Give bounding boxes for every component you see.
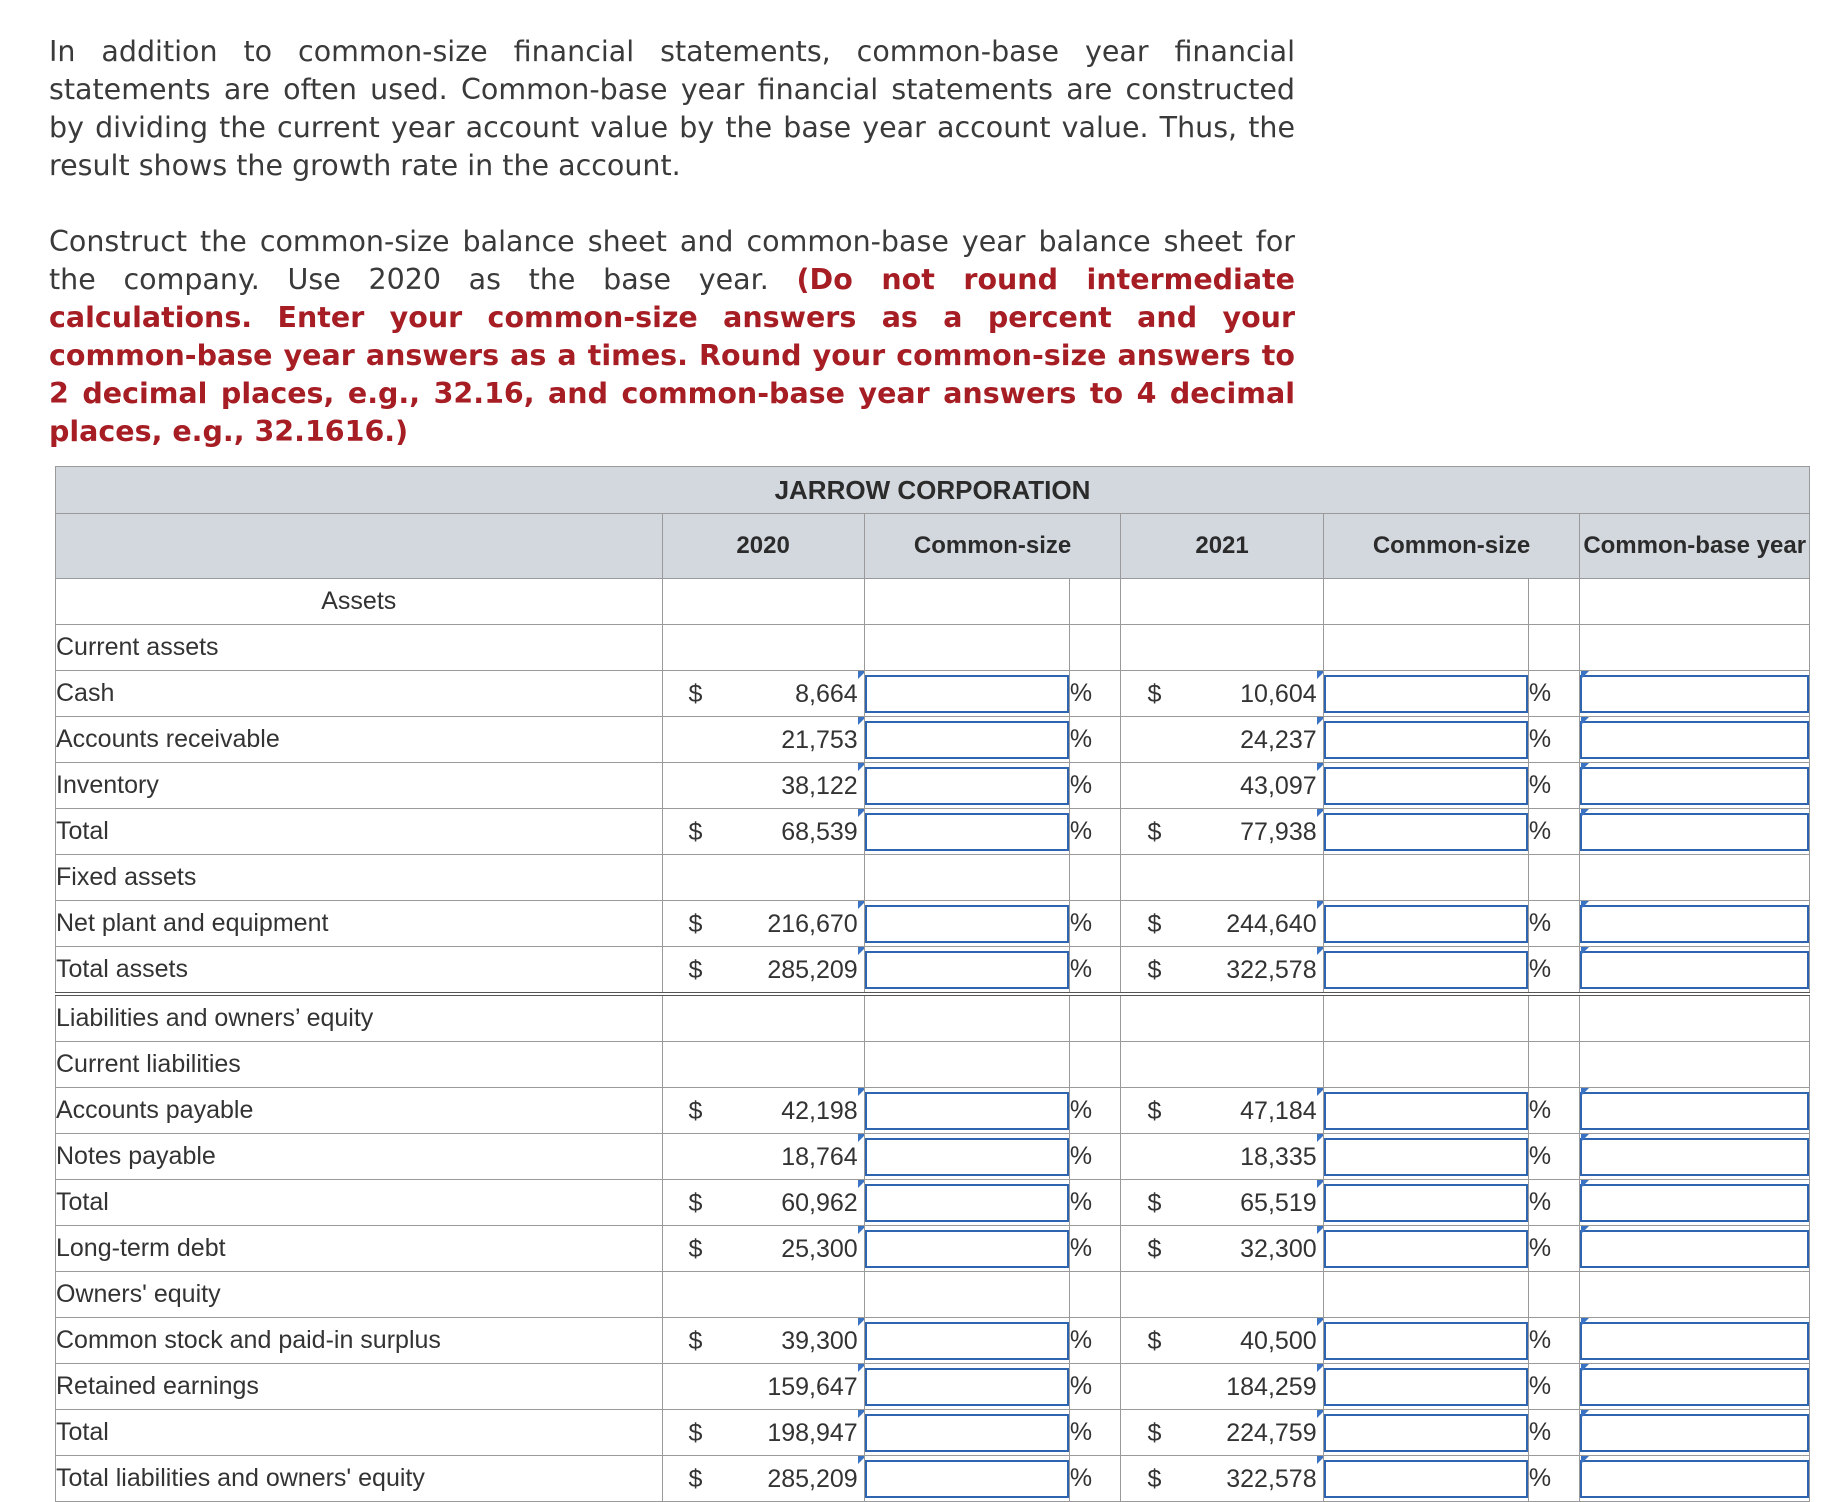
- value-2021: $ 65,519: [1121, 1180, 1323, 1226]
- task-paragraph: [49, 223, 1295, 451]
- common-size-2021-input[interactable]: [1324, 1138, 1528, 1176]
- percent-sign: %: [1069, 1134, 1121, 1180]
- header-2020: 2020: [662, 514, 864, 579]
- value-2020: $ 285,209: [662, 1456, 864, 1502]
- row-label: Total: [56, 1410, 663, 1456]
- value-2020: $ 8,664: [662, 671, 864, 717]
- header-common-size-2020: Common-size: [864, 514, 1121, 579]
- value-2020: 18,764: [662, 1134, 864, 1180]
- value-2020: $ 198,947: [662, 1410, 864, 1456]
- common-size-2020-input[interactable]: [865, 1368, 1069, 1406]
- value-2021: $ 244,640: [1121, 901, 1323, 947]
- common-size-2020-input[interactable]: [865, 767, 1069, 805]
- table-row: [56, 1364, 1810, 1410]
- row-label: Total liabilities and owners' equity: [56, 1456, 663, 1502]
- common-size-2021-input[interactable]: [1324, 1322, 1528, 1360]
- common-size-2021-input[interactable]: [1324, 951, 1528, 989]
- percent-sign: %: [1528, 763, 1580, 809]
- section-row: [56, 1272, 1810, 1318]
- common-size-2020-input[interactable]: [865, 1322, 1069, 1360]
- percent-sign: %: [1069, 1088, 1121, 1134]
- value-2020: 21,753: [662, 717, 864, 763]
- row-label: Accounts receivable: [56, 717, 663, 763]
- value-2020: $ 42,198: [662, 1088, 864, 1134]
- common-base-year-input[interactable]: [1580, 767, 1809, 805]
- value-2020: $ 285,209: [662, 947, 864, 995]
- value-2020: $ 39,300: [662, 1318, 864, 1364]
- common-size-2021-input[interactable]: [1324, 1460, 1528, 1498]
- common-size-2021-input[interactable]: [1324, 675, 1528, 713]
- value-2021: 18,335: [1121, 1134, 1323, 1180]
- table-row: [56, 717, 1810, 763]
- percent-sign: %: [1528, 1456, 1580, 1502]
- percent-sign: %: [1528, 1318, 1580, 1364]
- value-2021: $ 77,938: [1121, 809, 1323, 855]
- row-label: Total: [56, 809, 663, 855]
- common-size-2021-input[interactable]: [1324, 813, 1528, 851]
- percent-sign: %: [1069, 1364, 1121, 1410]
- section-row: [56, 1042, 1810, 1088]
- percent-sign: %: [1528, 1226, 1580, 1272]
- header-common-base-year: Common-base year: [1580, 514, 1810, 579]
- liabilities-equity-heading: Liabilities and owners’ equity: [56, 994, 663, 1042]
- table-row: [56, 809, 1810, 855]
- common-base-year-input[interactable]: [1580, 813, 1809, 851]
- section-row: [56, 579, 1810, 625]
- rounding-instructions: (Do not round intermediate calculations. Enter your common-size answers as a percent and your common-base year answers as a times. Round your common-size answers to 2 decimal places, e.g., 32.16, and common-base year answers to 4 decimal places, e.g., 32.1616.): [49, 263, 1296, 448]
- table-row: [56, 1088, 1810, 1134]
- percent-sign: %: [1069, 763, 1121, 809]
- row-label: Accounts payable: [56, 1088, 663, 1134]
- table-row: [56, 1318, 1810, 1364]
- row-label: Notes payable: [56, 1134, 663, 1180]
- current-assets-heading: Current assets: [56, 625, 663, 671]
- percent-sign: %: [1069, 1226, 1121, 1272]
- common-base-year-input[interactable]: [1580, 1368, 1809, 1406]
- row-label: Common stock and paid-in surplus: [56, 1318, 663, 1364]
- row-label: Cash: [56, 671, 663, 717]
- balance-sheet-table: [55, 466, 1810, 1502]
- percent-sign: %: [1528, 901, 1580, 947]
- table-row: [56, 1410, 1810, 1456]
- value-2021: $ 40,500: [1121, 1318, 1323, 1364]
- intro-paragraph: In addition to common-size financial statements, common-base year financial statements are often used. Common-base year financial statements are constructed by dividing the current year account value by the base year account value. Thus, the result shows the growth rate in the account.: [49, 35, 1295, 182]
- assets-heading: Assets: [56, 579, 663, 625]
- percent-sign: %: [1528, 1364, 1580, 1410]
- section-row: [56, 994, 1810, 1042]
- value-2021: $ 322,578: [1121, 947, 1323, 995]
- common-base-year-input[interactable]: [1580, 905, 1809, 943]
- fixed-assets-heading: Fixed assets: [56, 855, 663, 901]
- common-base-year-input[interactable]: [1580, 1230, 1809, 1268]
- percent-sign: %: [1069, 1318, 1121, 1364]
- percent-sign: %: [1069, 1410, 1121, 1456]
- value-2020: $ 60,962: [662, 1180, 864, 1226]
- common-base-year-input[interactable]: [1580, 675, 1809, 713]
- row-label: Retained earnings: [56, 1364, 663, 1410]
- common-size-2021-input[interactable]: [1324, 1368, 1528, 1406]
- common-size-2020-input[interactable]: [865, 1414, 1069, 1452]
- row-label: Inventory: [56, 763, 663, 809]
- percent-sign: %: [1528, 809, 1580, 855]
- value-2021: $ 224,759: [1121, 1410, 1323, 1456]
- percent-sign: %: [1069, 1180, 1121, 1226]
- percent-sign: %: [1069, 809, 1121, 855]
- common-size-2021-input[interactable]: [1324, 1414, 1528, 1452]
- value-2020: $ 68,539: [662, 809, 864, 855]
- common-size-2020-input[interactable]: [865, 1230, 1069, 1268]
- value-2020: 38,122: [662, 763, 864, 809]
- common-base-year-input[interactable]: [1580, 1184, 1809, 1222]
- row-label: Net plant and equipment: [56, 901, 663, 947]
- common-size-2020-input[interactable]: [865, 951, 1069, 989]
- company-title: JARROW CORPORATION: [56, 467, 1810, 514]
- common-size-2021-input[interactable]: [1324, 721, 1528, 759]
- percent-sign: %: [1528, 1088, 1580, 1134]
- common-base-year-input[interactable]: [1580, 1322, 1809, 1360]
- value-2021: 184,259: [1121, 1364, 1323, 1410]
- percent-sign: %: [1069, 947, 1121, 995]
- table-row: [56, 763, 1810, 809]
- task-text: Construct the common-size balance sheet and common-base year balance sheet for the company. Use 2020 as the base year.: [49, 225, 1295, 296]
- table-row: [56, 1456, 1810, 1502]
- value-2020: $ 25,300: [662, 1226, 864, 1272]
- percent-sign: %: [1069, 717, 1121, 763]
- section-row: [56, 625, 1810, 671]
- table-row: [56, 671, 1810, 717]
- common-size-2021-input[interactable]: [1324, 905, 1528, 943]
- common-size-2021-input[interactable]: [1324, 767, 1528, 805]
- percent-sign: %: [1069, 1456, 1121, 1502]
- value-2021: 43,097: [1121, 763, 1323, 809]
- common-size-2020-input[interactable]: [865, 1460, 1069, 1498]
- percent-sign: %: [1528, 671, 1580, 717]
- table-row: [56, 947, 1810, 995]
- common-base-year-input[interactable]: [1580, 1092, 1809, 1130]
- common-base-year-input[interactable]: [1580, 1138, 1809, 1176]
- common-size-2020-input[interactable]: [865, 1138, 1069, 1176]
- section-row: [56, 855, 1810, 901]
- common-base-year-input[interactable]: [1580, 1414, 1809, 1452]
- blank-header: [56, 514, 663, 579]
- row-label: Total: [56, 1180, 663, 1226]
- common-size-2020-input[interactable]: [865, 721, 1069, 759]
- common-size-2020-input[interactable]: [865, 675, 1069, 713]
- percent-sign: %: [1528, 717, 1580, 763]
- common-size-2020-input[interactable]: [865, 1184, 1069, 1222]
- common-base-year-input[interactable]: [1580, 951, 1809, 989]
- value-2021: $ 32,300: [1121, 1226, 1323, 1272]
- percent-sign: %: [1069, 901, 1121, 947]
- common-size-2020-input[interactable]: [865, 905, 1069, 943]
- table-row: [56, 1226, 1810, 1272]
- table-row: [56, 901, 1810, 947]
- percent-sign: %: [1528, 947, 1580, 995]
- common-base-year-input[interactable]: [1580, 1460, 1809, 1498]
- percent-sign: %: [1528, 1134, 1580, 1180]
- value-2020: 159,647: [662, 1364, 864, 1410]
- table-row: [56, 1180, 1810, 1226]
- common-size-2021-input[interactable]: [1324, 1184, 1528, 1222]
- value-2021: $ 47,184: [1121, 1088, 1323, 1134]
- row-label: Long-term debt: [56, 1226, 663, 1272]
- table-row: [56, 1134, 1810, 1180]
- row-label: Total assets: [56, 947, 663, 995]
- percent-sign: %: [1528, 1410, 1580, 1456]
- value-2021: $ 322,578: [1121, 1456, 1323, 1502]
- header-2021: 2021: [1121, 514, 1323, 579]
- value-2021: 24,237: [1121, 717, 1323, 763]
- percent-sign: %: [1069, 671, 1121, 717]
- common-size-2021-input[interactable]: [1324, 1230, 1528, 1268]
- value-2020: $ 216,670: [662, 901, 864, 947]
- common-size-2020-input[interactable]: [865, 1092, 1069, 1130]
- value-2021: $ 10,604: [1121, 671, 1323, 717]
- owners-equity-heading: Owners' equity: [56, 1272, 663, 1318]
- percent-sign: %: [1528, 1180, 1580, 1226]
- common-size-2021-input[interactable]: [1324, 1092, 1528, 1130]
- common-base-year-input[interactable]: [1580, 721, 1809, 759]
- common-size-2020-input[interactable]: [865, 813, 1069, 851]
- current-liabilities-heading: Current liabilities: [56, 1042, 663, 1088]
- header-common-size-2021: Common-size: [1323, 514, 1580, 579]
